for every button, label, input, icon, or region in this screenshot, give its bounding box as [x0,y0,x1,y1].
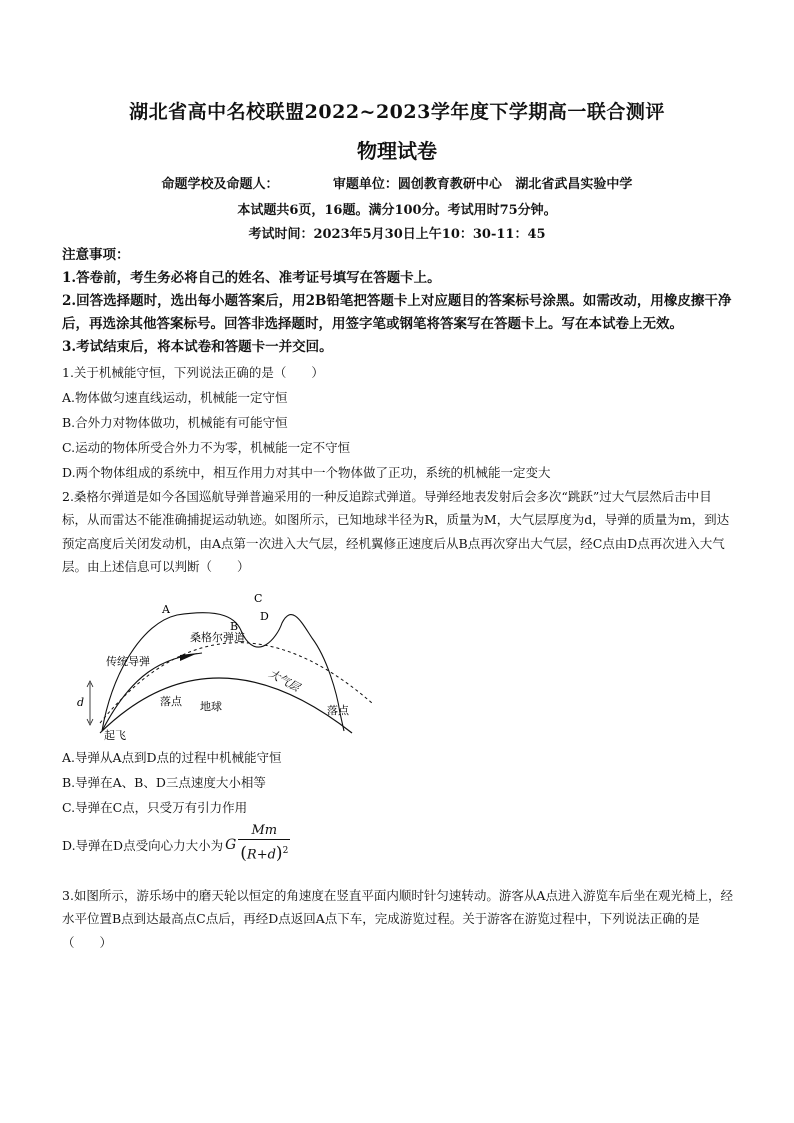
label-land-left: 落点 [160,694,182,708]
denominator-body: R+d [246,847,276,863]
label-land-right: 落点 [327,703,349,717]
question-2-option-d [62,822,734,868]
exam-title: 湖北省高中名校联盟2022~2023学年度下学期高一联合测评 [129,101,665,123]
label-a: A [162,602,170,616]
authors-line: 命题学校及命题人： 审题单位：圆创教育教研中心 湖北省武昌实验中学 [161,177,633,192]
label-takeoff: 起飞 [104,728,126,742]
earth-surface-arc [100,678,352,733]
paren-close: ) [275,843,283,864]
label-b: B [230,619,239,633]
sanger-trajectory-figure [72,583,734,745]
question-1-stem: 1.关于机械能守恒，下列说法正确的是（ ） [62,365,324,380]
label-earth: 地球 [200,699,222,713]
fraction-denominator [238,839,290,865]
force-fraction [238,823,290,865]
trajectory-diagram [72,583,372,745]
question-1-option-d: D.两个物体组成的系统中，相互作用力对其中一个物体做了正功，系统的机械能一定变大 [62,464,551,480]
question-3-stem: 3.如图所示，游乐场中的磨天轮以恒定的角速度在竖直平面内顺时针匀速转动。游客从A点进入游览车后坐在观光椅上，经水平位置B点到达最高点C点后，再经D点返回A点下车，完成游览过程。关于游客在游览过程中，下列说法正确的是（ ） [62,887,733,950]
question-2-option-a: A.导弹从A点到D点的过程中机械能守恒 [62,749,282,765]
label-traditional: 传统导弹 [106,654,150,668]
label-sanger: 桑格尔弹道 [190,630,245,644]
question-1-option-a: A.物体做匀速直线运动，机械能一定守恒 [62,389,288,405]
question-2-option-c: C.导弹在C点，只受万有引力作用 [62,799,248,815]
gravity-constant: G [225,836,237,853]
question-1-option-b: B.合外力对物体做功，机械能有可能守恒 [62,414,288,430]
exam-subject: 物理试卷 [357,139,437,163]
exam-content [62,243,734,954]
paren-open: ( [240,843,247,864]
note-item: 1.答卷前，考生务必将自己的姓名、准考证号填写在答题卡上。 [62,270,441,286]
question-2-option-b: B.导弹在A、B、D三点速度大小相等 [62,774,266,790]
option-d-text: D.导弹在D点受向心力大小为 [62,837,224,853]
note-item: 2.回答选择题时，选出每小题答案后，用2B铅笔把答题卡上对应题目的答案标号涂黑。如需改动，用橡皮擦干净后，再选涂其他答案标号。回答非选择题时，用签字笔或钢笔将答案写在答题卡上。写在本试卷上无效。 [62,293,732,332]
note-item: 3.考试结束后，将本试卷和答题卡一并交回。 [62,339,333,355]
notes-heading: 注意事项： [62,247,130,263]
denominator-exponent: 2 [282,846,289,857]
label-d: D [260,609,269,623]
label-c: C [254,591,263,605]
exam-time-line: 考试时间：2023年5月30日上午10：30-11：45 [248,227,546,242]
fraction-numerator: Mm [251,823,278,839]
question-2-stem: 2.桑格尔弹道是如今各国巡航导弹普遍采用的一种反追踪式弹道。导弹经地表发射后会多次“跳跃”过大气层然后击中目标，从而雷达不能准确捕捉运动轨迹。如图所示，已知地球半径为R，质量为M，大气层厚度为d，导弹的质量为m，到达预定高度后关闭发动机，由A点第一次进入大气层，经机翼修正速度后从B点再次穿出大气层，经C点由D点再次进入大气层。由上述信息可以判断（ ） [62,488,730,574]
question-1-option-c: C.运动的物体所受合外力不为零，机械能一定不守恒 [62,439,351,455]
exam-info-line: 本试题共6页，16题。满分100分。考试用时75分钟。 [237,203,557,218]
label-d-thickness: d [77,695,85,709]
label-atmosphere: 大气层 [266,666,302,694]
